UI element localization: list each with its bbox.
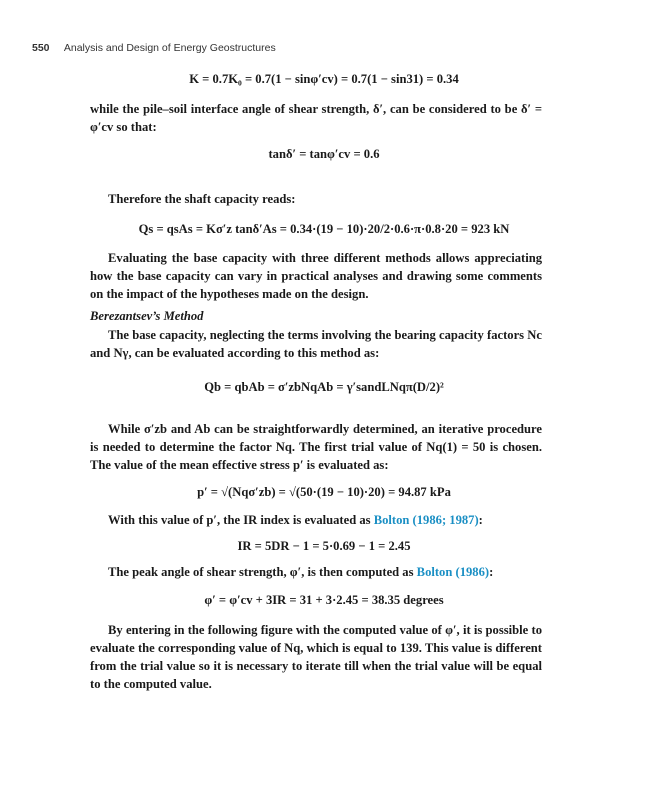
running-header [32,42,276,54]
paragraph-ir-index-end: : [478,513,483,527]
equation-k-text: K = 0.7K₀ = 0.7(1 − sinφ′cv) = 0.7(1 − sin31) = 0.34 [189,72,459,86]
paragraph-peak-angle [90,563,542,581]
equation-ir [0,537,648,555]
paragraph-peak-angle-text: The peak angle of shear strength, φ′, is then computed as [108,565,414,579]
paragraph-iterative-procedure: While σ′zb and Ab can be straightforwardly determined, an iterative procedure is needed to determine the factor Nq. The first trial value of Nq(1) = 50 is chosen. The value of the mean effective stress p′ is evaluated as: [90,422,542,472]
equation-base-capacity-text: Qb = qbAb = σ′zbNqAb = γ′sandLNqπ(D/2)² [204,380,444,394]
paragraph-ir-index-text: With this value of p′, the IR index is evaluated as [108,513,371,527]
equation-peak-angle-text: φ′ = φ′cv + 3IR = 31 + 3·2.45 = 38.35 degrees [204,593,444,607]
paragraph-ir-index [90,511,542,529]
equation-mean-stress-text: p′ = √(Nqσ′zb) = √(50·(19 − 10)·20) = 94.87 kPa [197,485,451,499]
citation-link-bolton-1986-1987[interactable]: Bolton (1986; 1987) [373,513,479,527]
paragraph-base-capacity-methods: Evaluating the base capacity with three different methods allows appreciating how the base capacity can vary in practical analyses and drawing some comments on the impact of the hypotheses made on the design. [90,251,542,301]
paragraph-iteration-conclusion: By entering in the following figure with the computed value of φ′, it is possible to evaluate the corresponding value of Nq, which is equal to 139. This value is different from the trial value so it is necessary to iterate till when the trial value will be equal to the computed value. [90,623,542,691]
page-number: 550 [32,42,50,54]
equation-shaft-capacity-text: Qs = qsAs = Kσ′z tanδ′As = 0.34·(19 − 10)·20/2·0.6·π·0.8·20 = 923 kN [138,222,510,236]
running-title: Analysis and Design of Energy Geostructures [63,42,276,54]
equation-base-capacity [0,378,648,396]
equation-peak-angle [0,591,648,609]
equation-mean-stress [0,483,648,501]
equation-ir-text: IR = 5DR − 1 = 5·0.69 − 1 = 2.45 [237,539,411,553]
equation-tan-delta-text: tanδ′ = tanφ′cv = 0.6 [268,147,380,161]
citation-link-bolton-1986[interactable]: Bolton (1986) [416,565,490,579]
paragraph-berezantsev: The base capacity, neglecting the terms involving the bearing capacity factors Nc and Nγ, can be evaluated according to this method as: [90,328,542,360]
equation-tan-delta [0,145,648,163]
paragraph-peak-angle-end: : [489,565,494,579]
equation-shaft-capacity [0,220,648,238]
section-heading-berezantsev: Berezantsev’s Method [90,309,204,323]
paragraph-shaft-capacity: Therefore the shaft capacity reads: [108,192,296,206]
paragraph-interface-angle: while the pile–soil interface angle of shear strength, δ′, can be considered to be δ′ = φ′cv so that: [90,102,542,134]
equation-k [0,70,648,88]
